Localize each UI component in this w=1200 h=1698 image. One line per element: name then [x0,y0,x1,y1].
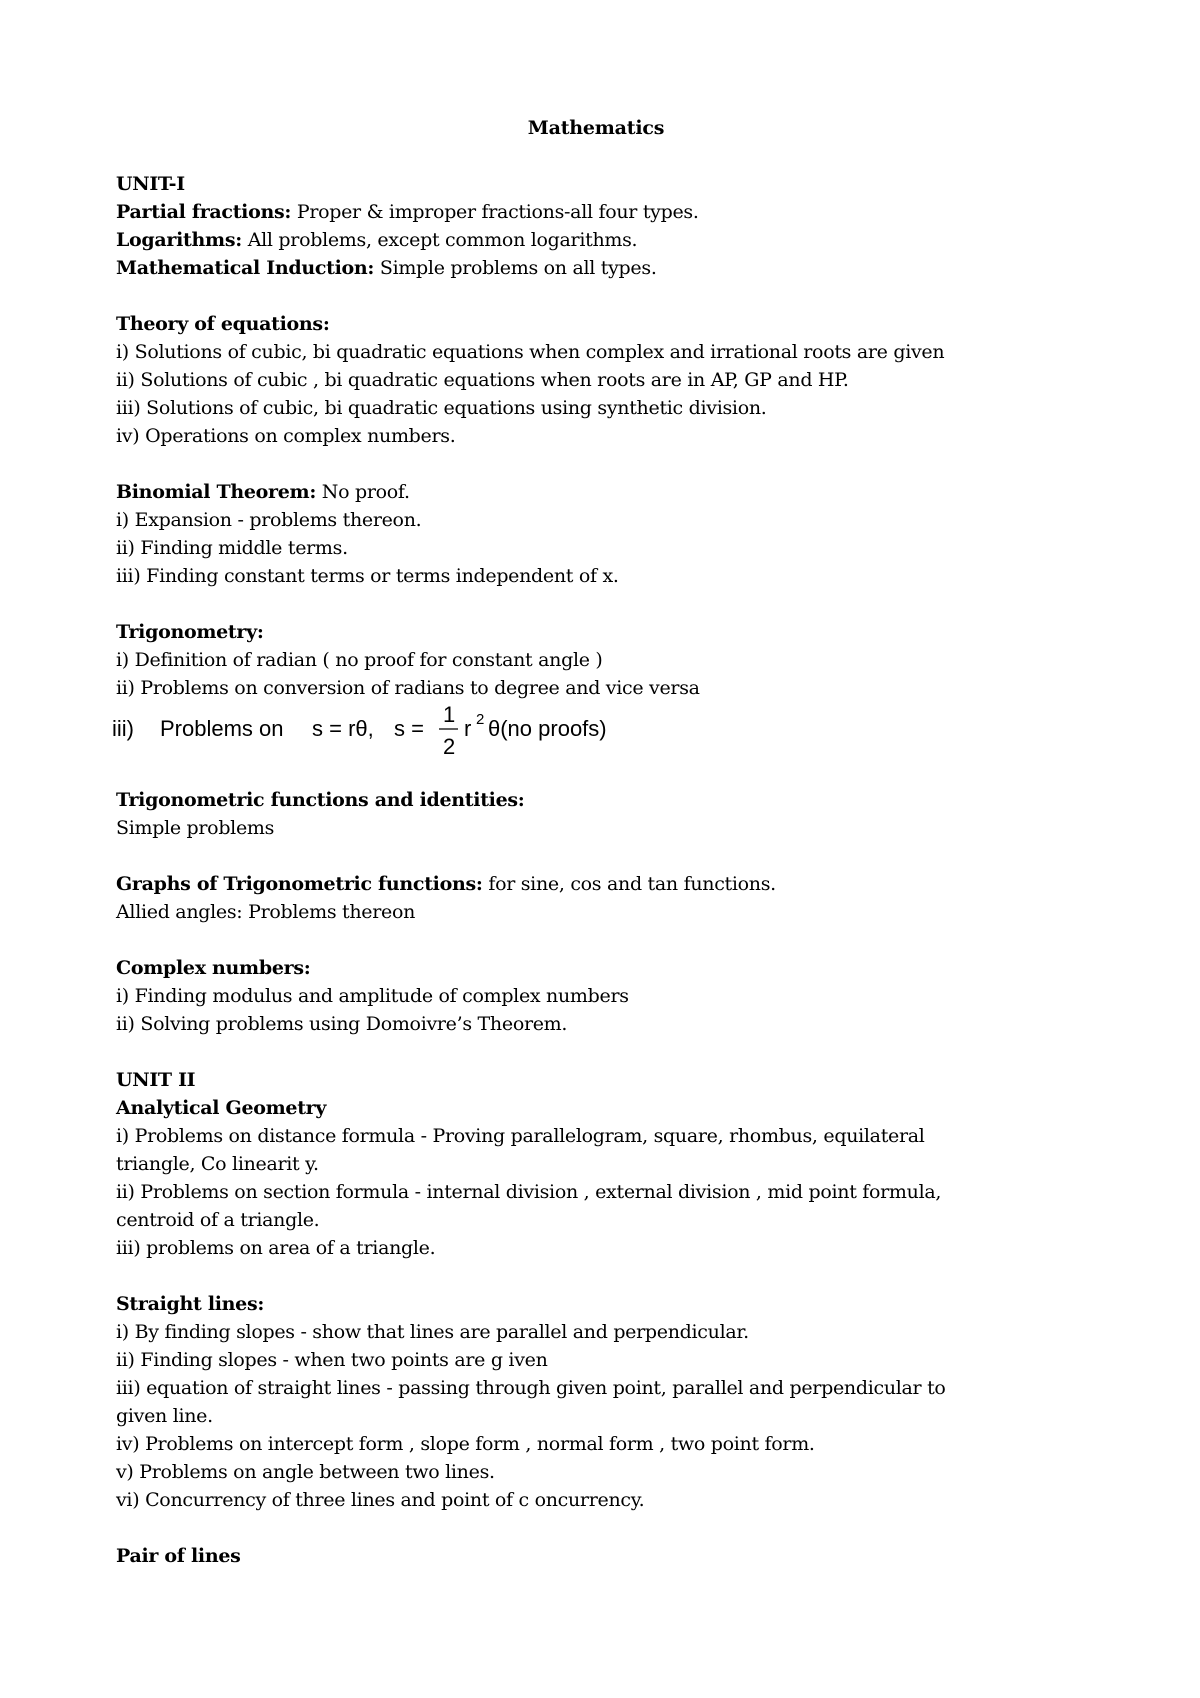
list-item: iii) Finding constant terms or terms independent of x. [116,565,619,587]
list-item: ii) Solutions of cubic , bi quadratic equations when roots are in AP, GP and HP. [116,369,849,391]
topic-label: Partial fractions: [116,201,292,223]
section-text: Allied angles: Problems thereon [116,901,416,923]
page-title: Mathematics [527,117,665,139]
section-heading: Complex numbers: [116,957,311,979]
partial-fractions-line [116,198,1076,226]
list-item: ii) Problems on conversion of radians to degree and vice versa [116,677,700,699]
topic-label: Graphs of Trigonometric functions: [116,873,483,895]
topic-label: Logarithms: [116,229,242,251]
formula-text: Problems on [160,716,284,741]
formula-theta: θ(no proofs) [488,716,607,741]
list-item: iv) Operations on complex numbers. [116,425,456,447]
topic-text: Simple problems on all types. [374,257,657,279]
list-item: iii) equation of straight lines - passing through given point, parallel and perpendicular to given line. [116,1377,946,1427]
formula-eq1: s = rθ, [312,716,374,741]
section-heading: Trigonometry: [116,621,264,643]
formula-graphic [112,702,632,758]
logarithms-line [116,226,1076,254]
topic-text: for sine, cos and tan functions. [482,873,776,895]
list-item: i) Definition of radian ( no proof for constant angle ) [116,649,603,671]
formula-r: r [464,716,472,741]
fraction-numerator: 1 [443,702,456,727]
topic-text: No proof. [316,481,410,503]
section-heading: Straight lines: [116,1293,265,1315]
list-item: ii) Finding slopes - when two points are g iven [116,1349,548,1371]
formula-exponent: 2 [476,711,485,728]
unit-heading: UNIT-I [116,173,185,195]
formula-eq2: s = [394,716,424,741]
unit-heading: UNIT II [116,1069,196,1091]
list-item: ii) Problems on section formula - internal division , external division , mid point formula, centroid of a triangle. [116,1181,942,1231]
section-heading: Pair of lines [116,1545,241,1567]
formula-prefix: iii) [112,716,134,741]
binomial-line [116,478,1076,506]
induction-line [116,254,1076,282]
section-heading: Trigonometric functions and identities: [116,789,525,811]
topic-label: Mathematical Induction: [116,257,375,279]
topic-text: All problems, except common logarithms. [241,229,638,251]
graphs-line [116,870,1076,898]
list-item: vi) Concurrency of three lines and point of c oncurrency. [116,1489,645,1511]
list-item: ii) Finding middle terms. [116,537,348,559]
list-item: ii) Solving problems using Domoivre’s Theorem. [116,1013,568,1035]
section-text: Simple problems [116,817,275,839]
list-item: i) By finding slopes - show that lines are parallel and perpendicular. [116,1321,749,1343]
list-item: iii) problems on area of a triangle. [116,1237,436,1259]
list-item: i) Problems on distance formula - Proving parallelogram, square, rhombus, equilateral triangle, Co linearit y. [116,1125,925,1175]
list-item: i) Finding modulus and amplitude of complex numbers [116,985,629,1007]
list-item: i) Solutions of cubic, bi quadratic equations when complex and irrational roots are given [116,341,945,363]
list-item: v) Problems on angle between two lines. [116,1461,495,1483]
section-heading: Analytical Geometry [116,1097,327,1119]
topic-label: Binomial Theorem: [116,481,317,503]
fraction-denominator: 2 [443,734,456,758]
document-content [112,114,1076,1570]
section-heading: Theory of equations: [116,313,330,335]
list-item: iv) Problems on intercept form , slope form , normal form , two point form. [116,1433,815,1455]
list-item: iii) Solutions of cubic, bi quadratic equations using synthetic division. [116,397,767,419]
list-item: i) Expansion - problems thereon. [116,509,422,531]
arc-length-formula [112,702,1076,758]
topic-text: Proper & improper fractions-all four types. [291,201,699,223]
